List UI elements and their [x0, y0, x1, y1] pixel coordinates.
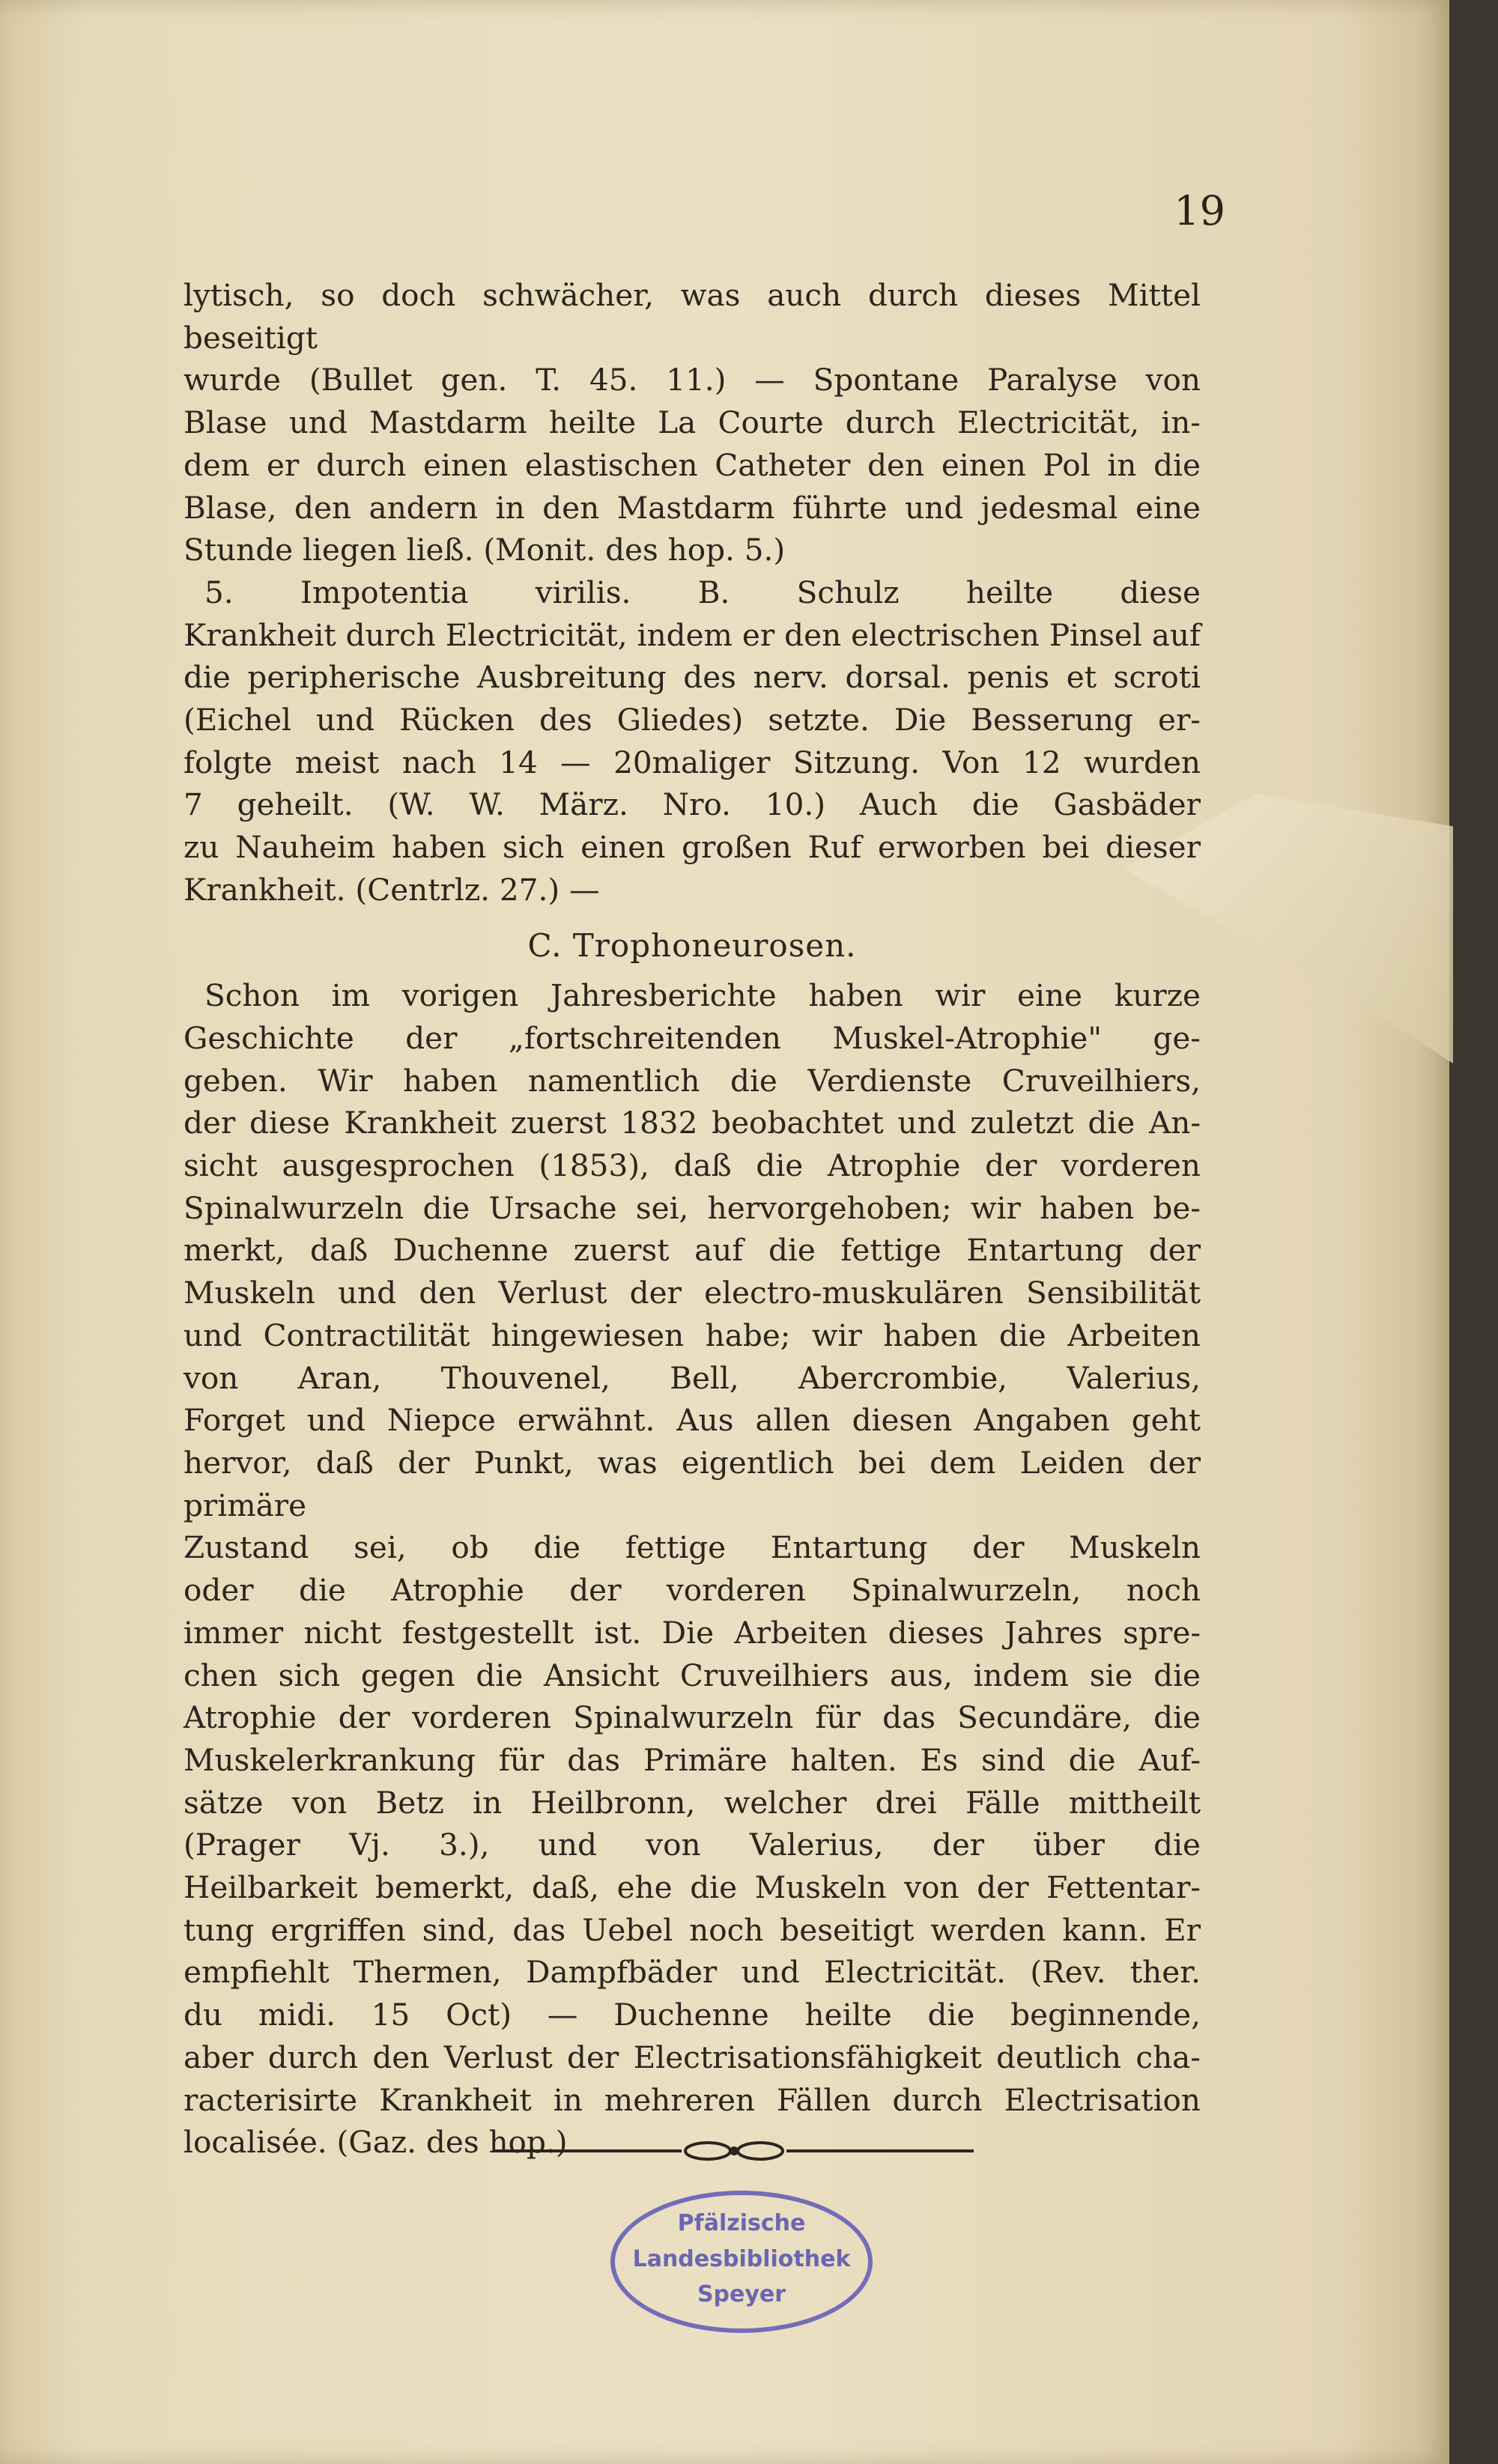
text-line: Spinalwurzeln die Ursache sei, hervorgehoben; wir haben be-	[184, 1189, 1201, 1226]
text-line: du midi. 15 Oct) — Duchenne heilte die beginnende,	[184, 1997, 1201, 2033]
text-line: Schon im vorigen Jahresberichte haben wir eine kurze	[204, 977, 1201, 1014]
text-line: sicht ausgesprochen (1853), daß die Atrophie der vorderen	[184, 1147, 1201, 1184]
stamp-line-2: Landesbibliothek	[632, 2246, 851, 2272]
text-line: (Prager Vj. 3.), und von Valerius, der über die	[184, 1827, 1201, 1863]
text-line: lytisch, so doch schwächer, was auch durch dieses Mittel beseitigt	[184, 277, 1201, 356]
page-number: 19	[1174, 187, 1225, 234]
text-line: chen sich gegen die Ansicht Cruveilhiers aus, indem sie die	[184, 1657, 1201, 1693]
text-line: 5. Impotentia virilis. B. Schulz heilte diese	[204, 574, 1201, 610]
library-stamp	[610, 2191, 873, 2333]
text-line: Krankheit. (Centrlz. 27.) —	[184, 871, 600, 908]
text-line: Blase, den andern in den Mastdarm führte und jedesmal eine	[184, 489, 1201, 526]
text-line: von Aran, Thouvenel, Bell, Abercrombie, Valerius,	[184, 1359, 1201, 1396]
text-line: Atrophie der vorderen Spinalwurzeln für das Secundäre, die	[184, 1699, 1201, 1736]
text-line: folgte meist nach 14 — 20maliger Sitzung. Von 12 wurden	[184, 744, 1201, 780]
text-line: die peripherische Ausbreitung des nerv. dorsal. penis et scroti	[184, 659, 1201, 696]
section-heading: C. Trophoneurosen.	[527, 926, 857, 964]
paragraphs-before-heading	[184, 274, 1201, 911]
text-line: Muskelerkrankung für das Primäre halten. Es sind die Auf-	[184, 1741, 1201, 1778]
paragraphs-after-heading	[184, 974, 1201, 2164]
text-line: geben. Wir haben namentlich die Verdienste Cruveilhiers,	[184, 1062, 1201, 1099]
text-line: 7 geheilt. (W. W. März. Nro. 10.) Auch die Gasbäder	[184, 786, 1201, 823]
text-line: tung ergriffen sind, das Uebel noch beseitigt werden kann. Er	[184, 1911, 1201, 1948]
text-line: oder die Atrophie der vorderen Spinalwurzeln, noch	[184, 1572, 1201, 1609]
text-line: Zustand sei, ob die fettige Entartung der Muskeln	[184, 1529, 1201, 1566]
text-line: zu Nauheim haben sich einen großen Ruf erworben bei dieser	[184, 829, 1201, 866]
stamp-line-3: Speyer	[697, 2281, 786, 2307]
text-line: aber durch den Verlust der Electrisationsfähigkeit deutlich cha-	[184, 2039, 1201, 2075]
text-line: empfiehlt Thermen, Dampfbäder und Electricität. (Rev. ther.	[184, 1954, 1201, 1991]
text-line: hervor, daß der Punkt, was eigentlich bei dem Leiden der primäre	[184, 1444, 1201, 1523]
text-line: immer nicht festgestellt ist. Die Arbeiten dieses Jahres spre-	[184, 1614, 1201, 1651]
text-line: Geschichte der „fortschreitenden Muskel-Atrophie" ge-	[184, 1019, 1201, 1056]
text-line: racterisirte Krankheit in mehreren Fällen durch Electrisation	[184, 2081, 1201, 2118]
text-line: localisée. (Gaz. des hop.)	[184, 2124, 568, 2161]
text-line: Muskeln und den Verlust der electro-muskulären Sensibilität	[184, 1275, 1201, 1311]
text-line: (Eichel und Rücken des Gliedes) setzte. Die Besserung er-	[184, 702, 1201, 738]
text-line: Stunde liegen ließ. (Monit. des hop. 5.)	[184, 532, 786, 568]
body-text	[184, 274, 1201, 2164]
ornament-rule	[494, 2136, 974, 2166]
text-line: der diese Krankheit zuerst 1832 beobachtet und zuletzt die An-	[184, 1105, 1201, 1141]
text-line: dem er durch einen elastischen Catheter den einen Pol in die	[184, 446, 1201, 483]
text-line: Blase und Mastdarm heilte La Courte durch Electricität, in-	[184, 404, 1201, 441]
text-line: sätze von Betz in Heilbronn, welcher drei Fälle mittheilt	[184, 1784, 1201, 1821]
text-line: Heilbarkeit bemerkt, daß, ehe die Muskeln von der Fettentar-	[184, 1869, 1201, 1906]
text-line: und Contractilität hingewiesen habe; wir haben die Arbeiten	[184, 1317, 1201, 1353]
text-line: merkt, daß Duchenne zuerst auf die fettige Entartung der	[184, 1232, 1201, 1269]
text-line: wurde (Bullet gen. T. 45. 11.) — Spontane Paralyse von	[184, 362, 1201, 398]
text-line: Forget und Niepce erwähnt. Aus allen diesen Angaben geht	[184, 1402, 1201, 1439]
stamp-line-1: Pfälzische	[677, 2210, 806, 2236]
text-line: Krankheit durch Electricität, indem er den electrischen Pinsel auf	[184, 616, 1201, 653]
